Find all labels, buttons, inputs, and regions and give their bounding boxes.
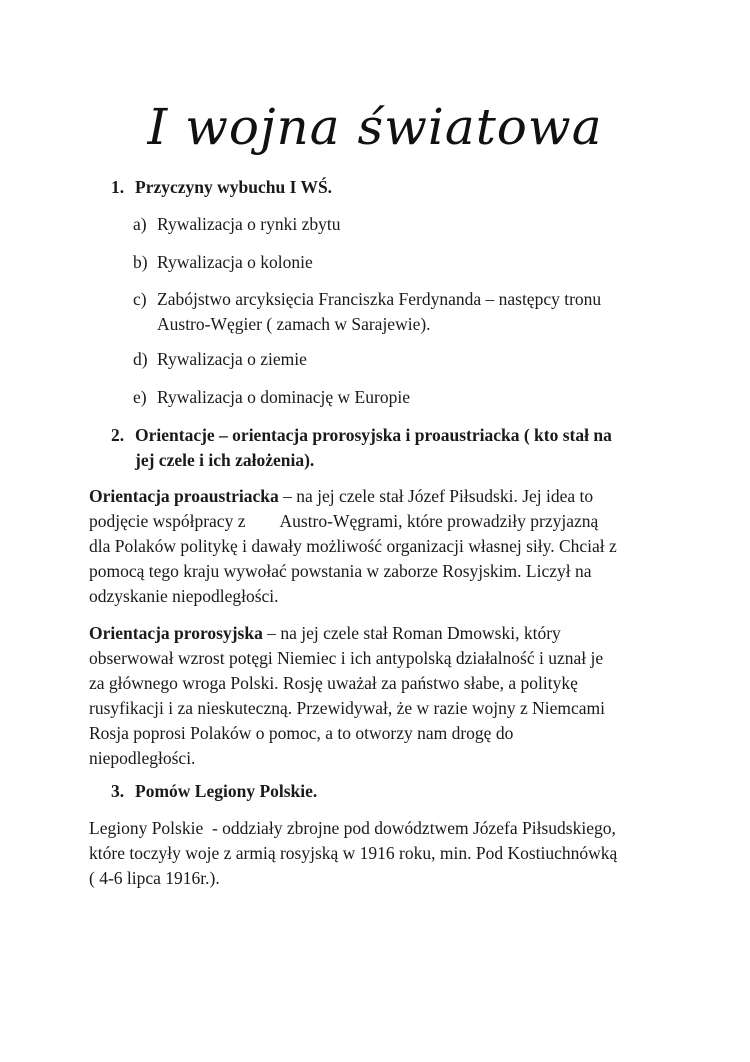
- paragraph-legiony: [89, 816, 679, 891]
- section-3-heading: [111, 779, 317, 804]
- paragraph-line: ( 4-6 lipca 1916r.).: [89, 868, 220, 888]
- paragraph-term: Orientacja proaustriacka: [89, 486, 279, 506]
- paragraph-line: które toczyły woje z armią rosyjską w 1916 roku, min. Pod Kostiuchnówką: [89, 843, 618, 863]
- paragraph-prorosyjska: [89, 621, 679, 771]
- paragraph-line: rusyfikacji i za nieskuteczną. Przewidywał, że w razie wojny z Niemcami: [89, 698, 606, 718]
- list-letter: a): [133, 214, 147, 234]
- paragraph-line: podjęcie współpracy z Austro-Węgrami, które prowadziły przyjazną: [89, 511, 599, 531]
- paragraph-line: – na jej czele stał Roman Dmowski, który: [262, 623, 561, 643]
- list-letter: e): [133, 387, 147, 407]
- paragraph-line: obserwował wzrost potęgi Niemiec i ich antypolską działalność i uznał je: [89, 648, 604, 668]
- list-item-text: Austro-Węgier ( zamach w Sarajewie).: [157, 314, 431, 334]
- list-letter: d): [133, 349, 148, 369]
- paragraph-term: Orientacja prorosyjska: [89, 623, 263, 643]
- list-item-text: Rywalizacja o rynki zbytu: [157, 214, 341, 234]
- paragraph-line: za głównego wroga Polski. Rosję uważał za państwo słabe, a politykę: [89, 673, 578, 693]
- section-2-number: 2.: [111, 425, 125, 445]
- list-letter: c): [133, 289, 147, 309]
- section-2-title-line1: Orientacje – orientacja prorosyjska i proaustriacka ( kto stał na: [135, 425, 612, 445]
- list-item-text: Zabójstwo arcyksięcia Franciszka Ferdynanda – następcy tronu: [157, 289, 602, 309]
- paragraph-line: pomocą tego kraju wywołać powstania w zaborze Rosyjskim. Liczył na: [89, 561, 592, 581]
- paragraph-line: niepodległości.: [89, 748, 196, 768]
- list-item-a: [133, 212, 340, 237]
- section-3-number: 3.: [111, 781, 125, 801]
- section-1-heading: [111, 175, 332, 200]
- list-item-text: Rywalizacja o ziemie: [157, 349, 307, 369]
- list-item-d: [133, 347, 307, 372]
- list-item-b: [133, 250, 313, 275]
- section-3-title: Pomów Legiony Polskie.: [135, 781, 318, 801]
- list-item-text: Rywalizacja o kolonie: [157, 252, 313, 272]
- paragraph-line: Legiony Polskie - oddziały zbrojne pod dowództwem Józefa Piłsudskiego,: [89, 818, 616, 838]
- paragraph-line: dla Polaków politykę i dawały możliwość organizacji własnej siły. Chciał z: [89, 536, 617, 556]
- paragraph-line: Rosja poprosi Polaków o pomoc, a to otworzy nam drogę do: [89, 723, 514, 743]
- list-item-e: [133, 385, 410, 410]
- section-2-heading: [111, 423, 612, 448]
- section-2-heading-continuation: [135, 448, 314, 473]
- list-item-c-continuation: [157, 312, 431, 337]
- section-1-number: 1.: [111, 177, 125, 197]
- paragraph-proaustriacka: [89, 484, 679, 609]
- list-item-c: [133, 287, 601, 312]
- list-item-text: Rywalizacja o dominację w Europie: [157, 387, 410, 407]
- section-1-title: Przyczyny wybuchu I WŚ.: [135, 177, 333, 197]
- paragraph-line: – na jej czele stał Józef Piłsudski. Jej idea to: [278, 486, 594, 506]
- section-2-title-line2: jej czele i ich założenia).: [135, 450, 315, 470]
- list-letter: b): [133, 252, 148, 272]
- page-title: I wojna światowa: [147, 98, 603, 156]
- paragraph-line: odzyskanie niepodległości.: [89, 586, 279, 606]
